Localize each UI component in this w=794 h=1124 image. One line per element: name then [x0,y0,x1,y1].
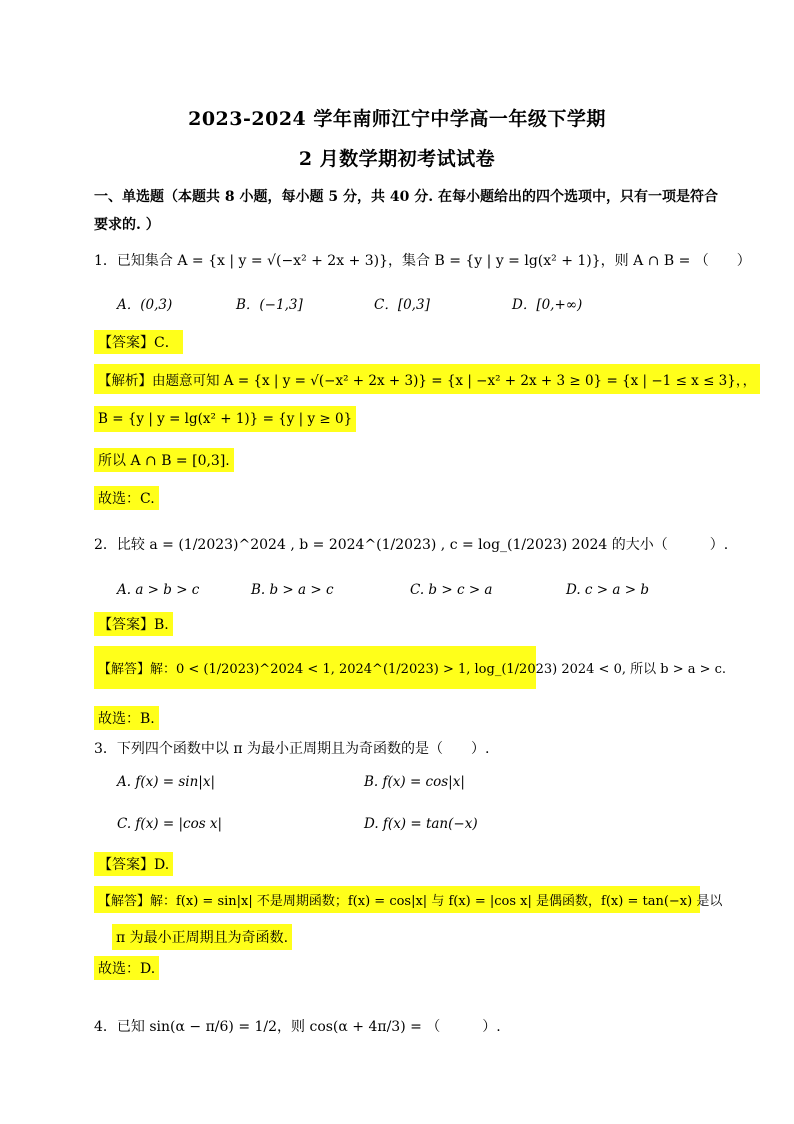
question-4: 4．已知 sin(α − π/6) = 1/2，则 cos(α + 4π/3) = （ ）. [94,1019,501,1035]
q3-option-b: B. f(x) = cos|x| [364,774,465,790]
q1-option-d: D．[0,+∞) [512,297,583,313]
q2-option-b: B. b > a > c [251,582,334,598]
page-title: 2023-2024 学年南师江宁中学高一年级下学期 [188,108,606,130]
q1-analysis-line3: 所以 A ∩ B = [0,3]. [94,448,234,472]
page-subtitle: 2 月数学期初考试试卷 [298,148,496,170]
q3-option-a: A. f(x) = sin|x| [117,774,216,790]
q2-option-d: D. c > a > b [566,582,649,598]
q3-option-c: C. f(x) = |cos x| [117,816,223,832]
q1-option-b: B．(−1,3] [236,297,303,313]
q2-analysis: 【解答】解：0 < (1/2023)^2024 < 1, 2024^(1/2023) > 1, log_(1/2023) 2024 < 0, 所以 b > a > c. [94,646,536,689]
q2-option-c: C. b > c > a [410,582,493,598]
section-heading: 一、单选题（本题共 8 小题，每小题 5 分，共 40 分. 在每小题给出的四个选项中，只有一项是符合 [94,189,718,205]
q1-option-a: A．(0,3) [117,297,173,313]
q1-answer: 【答案】C． [94,330,183,354]
q2-option-a: A. a > b > c [117,582,200,598]
section-heading-cont: 要求的. ） [94,217,160,233]
q2-answer: 【答案】B. [94,612,173,636]
q2-choose: 故选：B. [94,706,159,730]
q3-analysis-line1: 【解答】解：f(x) = sin|x| 不是周期函数；f(x) = cos|x| 与 f(x) = |cos x| 是偶函数，f(x) = tan(−x) 是以 [94,886,700,913]
q1-analysis-line1: 【解析】由题意可知 A = {x | y = √(−x² + 2x + 3)} = {x | −x² + 2x + 3 ≥ 0} = {x | −1 ≤ x ≤ 3}，， [94,364,760,394]
q3-option-d: D. f(x) = tan(−x) [364,816,478,832]
q1-choose: 故选：C. [94,486,159,510]
question-3: 3．下列四个函数中以 π 为最小正周期且为奇函数的是（ ）. [94,741,490,757]
q1-analysis-line2: B = {y | y = lg(x² + 1)} = {y | y ≥ 0} [94,406,356,432]
q3-analysis-line2: π 为最小正周期且为奇函数. [112,924,292,950]
question-1: 1．已知集合 A = {x | y = √(−x² + 2x + 3)}，集合 B = {y | y = lg(x² + 1)}，则 A ∩ B = （ ） [94,253,751,269]
q3-choose: 故选：D. [94,956,159,980]
question-2: 2．比较 a = (1/2023)^2024 , b = 2024^(1/2023) , c = log_(1/2023) 2024 的大小（ ）. [94,537,729,553]
q3-answer: 【答案】D. [94,852,173,876]
q1-option-c: C．[0,3] [374,297,430,313]
